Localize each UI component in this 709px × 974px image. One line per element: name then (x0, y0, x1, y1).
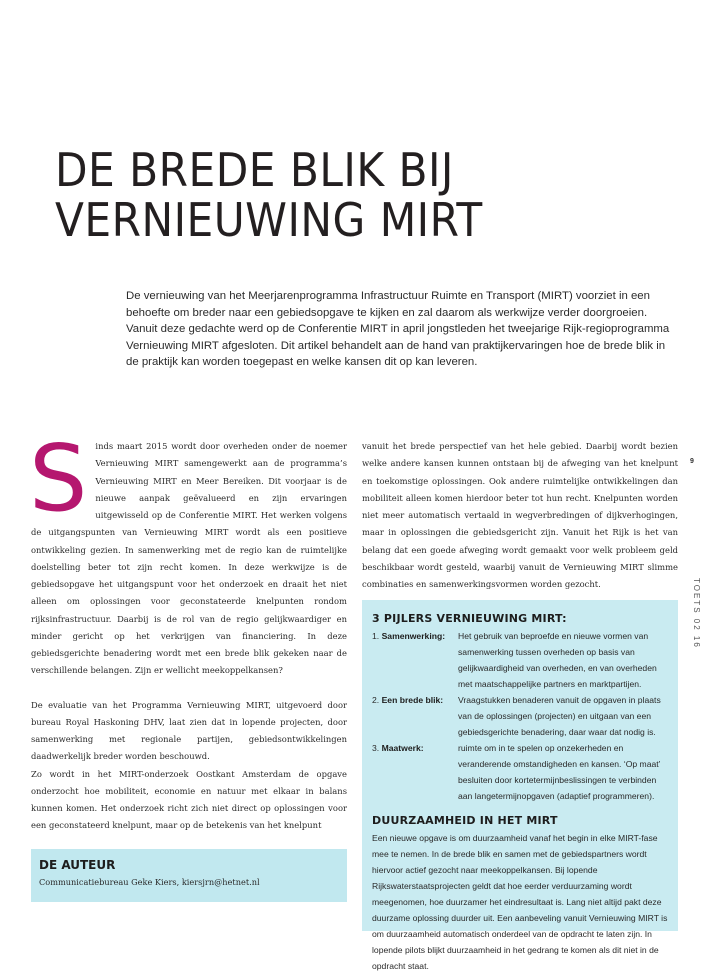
article-intro: De vernieuwing van het Meerjarenprogramma Infrastructuur Ruimte en Transport (MIRT) voorziet in een behoefte om breder naar een gebiedsopgave te kijken en zal daarom als werkwijze verder doorgroeien. Vanuit deze gedachte werd op de Conferentie MIRT in april jongstleden het tweejarige Rijk-regioprogramma Vernieuwing MIRT afgesloten. Dit artikel behandelt aan de hand van praktijkervaringen hoe de brede blik in de praktijk kan worden toegepast en welke kansen dit op kan leveren. (126, 290, 670, 369)
paragraph-2: De evaluatie van het Programma Vernieuwing MIRT, uitgevoerd door bureau Royal Haskoning DHV, laat zien dat in lopende projecten, door samenwerking met regionale partijen, gebiedsontwikkelingen daadwerkelijk breder worden beschouwd. (31, 699, 347, 762)
paragraph-1 (29, 425, 347, 680)
body-column-right (362, 438, 678, 593)
pillar-item (372, 692, 668, 740)
sustainability-title: DUURZAAMHEID IN HET MIRT (372, 814, 558, 827)
author-title: DE AUTEUR (39, 858, 116, 872)
pillar-text: ruimte om in te spelen op onzekerheden en veranderende omstandigheden en kansen. ‘Op maat’ besluiten door kortetermijnbeslissingen te verbinden aan langetermijnopgaven (adaptief programmeren). (458, 743, 661, 801)
pillar-item (372, 740, 668, 804)
pillars-sidebar-box (362, 600, 678, 971)
paragraph-3-continued: vanuit het brede perspectief van het hele gebied. Daarbij wordt bezien welke andere kansen kunnen ontstaan bij de afweging van het knelpunt en toekomstige oplossingen. Ook andere ruimtelijke ontwikkelingen dan mobiliteit alleen komen hierdoor beter tot hun recht. Knelpunten worden niet meer automatisch vertaald in wegverbredingen of dijkverhogingen, maar in oplossingen die gebiedsgericht zijn. Vanuit het Rijk is het van belang dat een goede afweging wordt gemaakt voor welk probleem geld beschikbaar wordt gesteld, waarbij vanuit de Vernieuwing MIRT slimme combinaties en samenwerkingsvormen worden gezocht. (362, 441, 678, 589)
title-line-2: VERNIEUWING MIRT (55, 193, 483, 247)
title-line-1: DE BREDE BLIK BIJ (55, 143, 454, 197)
pillar-label: Samenwerking: (381, 631, 446, 641)
page-number: 9 (690, 458, 694, 465)
pillar-text: Vraagstukken benaderen vanuit de opgaven in plaats van de oplossingen (projecten) en uitgaan van een gebiedsgerichte benadering, daar waar dat nodig is. (458, 695, 661, 737)
pillar-number: 3. (372, 743, 380, 753)
pillars-title: 3 PIJLERS VERNIEUWING MIRT: (372, 612, 567, 625)
article-title (55, 145, 483, 245)
pillar-label: Maatwerk: (381, 743, 424, 753)
body-column-left (29, 425, 347, 835)
running-head: TOETS 02 16 (692, 578, 701, 649)
paragraph-1-text: inds maart 2015 wordt door overheden onder de noemer Vernieuwing MIRT samengewerkt aan de programma’s Vernieuwing MIRT en Meer Bereiken. Dit voorjaar is de nieuwe aanpak geëvalueerd en zijn ervaringen uitgewisseld op de Conferentie MIRT. Het werken volgens de uitgangspunten van Vernieuwing MIRT wordt als een positieve ontwikkeling gezien. In samenwerking met de regio kan de ruimtelijke doelstelling beter tot zijn recht komen. In deze werkwijze is de gebiedsopgave het uitgangspunt voor het onderzoek en draait het niet alleen om oplossingen voor geconstateerde knelpunten rondom rijksinfrastructuur. Daarbij is de rol van de regio gelijkwaardiger en minder gericht op het verkrijgen van financiering. In deze gebiedsgerichte benadering wordt met een brede blik gekeken naar de verschillende belangen. Zijn er wellicht meekoppelkansen? (31, 441, 347, 676)
pillar-label: Een brede blik: (381, 695, 444, 705)
pillar-number: 2. (372, 695, 380, 705)
pillar-number: 1. (372, 631, 380, 641)
paragraph-3: Zo wordt in het MIRT-onderzoek Oostkant Amsterdam de opgave onderzocht hoe mobiliteit, economie en natuur met elkaar in balans kunnen komen. Het onderzoek richt zich niet direct op oplossingen voor een geconstateerd knelpunt, maar op de betekenis van het knelpunt (31, 768, 347, 831)
author-box (31, 849, 347, 902)
drop-cap: S (29, 425, 88, 532)
pillar-item (372, 628, 668, 692)
sustainability-text: Een nieuwe opgave is om duurzaamheid vanaf het begin in elke MIRT-fase mee te nemen. In de brede blik en samen met de gebiedspartners wordt hiervoor actief gezocht naar meekoppelkansen. Bij lopende Rijkswaterstaatsprojecten geldt dat hoe eerder verduurzaming wordt meegenomen, hoe duurzamer het eindresultaat is. Lang niet altijd pakt deze duurzame oplossing duurder uit. Een aanbeveling vanuit Vernieuwing MIRT is om duurzaamheid automatisch onderdeel van de opdracht te laten zijn. In lopende pilots blijkt duurzaamheid in het gedrang te komen als dit niet in de opdracht staat. (372, 833, 668, 971)
author-contact: Communicatiebureau Geke Kiers, kiersjrn@hetnet.nl (39, 877, 260, 887)
pillar-text: Het gebruik van beproefde en nieuwe vormen van samenwerking tussen overheden op basis van gelijkwaardigheid van overheden, en van overheden met maatschappelijke partners en marktpartijen. (458, 631, 657, 689)
